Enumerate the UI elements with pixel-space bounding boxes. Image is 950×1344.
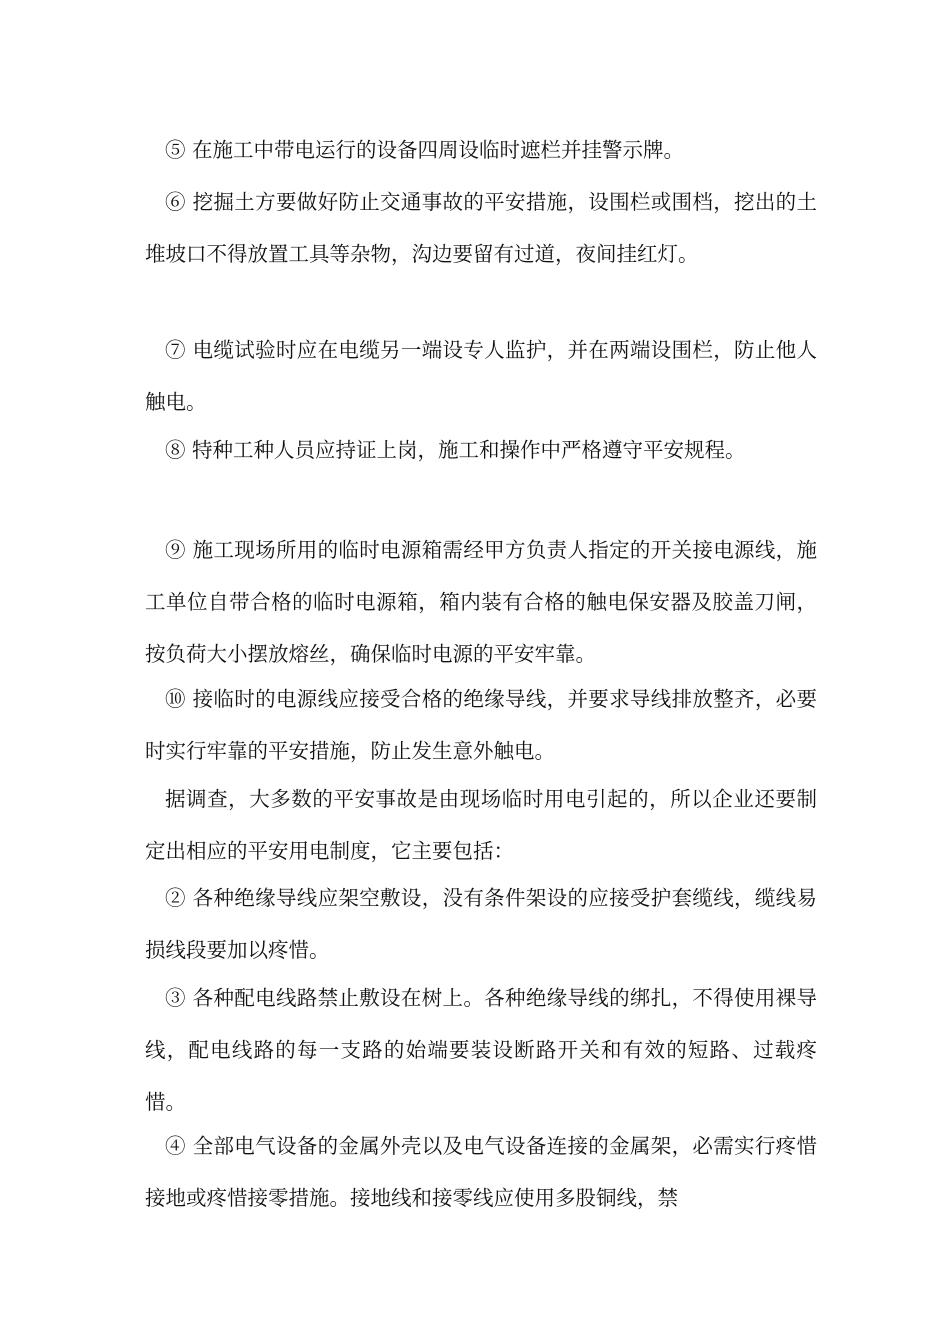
paragraph-item-4: ④ 全部电气设备的金属外壳以及电气设备连接的金属架，必需实行疼惜接地或疼惜接零措施。接地线和接零线应使用多股铜线，禁 (145, 1134, 817, 1210)
paragraph-intro: 据调查，大多数的平安事故是由现场临时用电引起的，所以企业还要制定出相应的平安用电制度，它主要包括： (145, 787, 817, 863)
paragraph-item-2: ② 各种绝缘导线应架空敷设，没有条件架设的应接受护套缆线，缆线易损线段要加以疼惜。 (145, 886, 817, 962)
paragraph-item-7: ⑦ 电缆试验时应在电缆另一端设专人监护，并在两端设围栏，防止他人触电。 (145, 338, 817, 414)
paragraph-item-3: ③ 各种配电线路禁止敷设在树上。各种绝缘导线的绑扎，不得使用裸导线，配电线路的每一支路的始端要装设断路开关和有效的短路、过载疼惜。 (145, 986, 817, 1114)
paragraph-item-10: ⑩ 接临时的电源线应接受合格的绝缘导线，并要求导线排放整齐，必要时实行牢靠的平安措施，防止发生意外触电。 (145, 687, 817, 763)
paragraph-item-9: ⑨ 施工现场所用的临时电源箱需经甲方负责人指定的开关接电源线，施工单位自带合格的临时电源箱，箱内装有合格的触电保安器及胶盖刀闸，按负荷大小摆放熔丝，确保临时电源的平安牢靠。 (145, 538, 817, 666)
paragraph-item-6: ⑥ 挖掘土方要做好防止交通事故的平安措施，设围栏或围档，挖出的土堆坡口不得放置工具等杂物，沟边要留有过道，夜间挂红灯。 (145, 190, 817, 266)
paragraph-item-8: ⑧ 特种工种人员应持证上岗，施工和操作中严格遵守平安规程。 (165, 438, 746, 462)
paragraph-item-5: ⑤ 在施工中带电运行的设备四周设临时遮栏并挂警示牌。 (165, 138, 685, 162)
